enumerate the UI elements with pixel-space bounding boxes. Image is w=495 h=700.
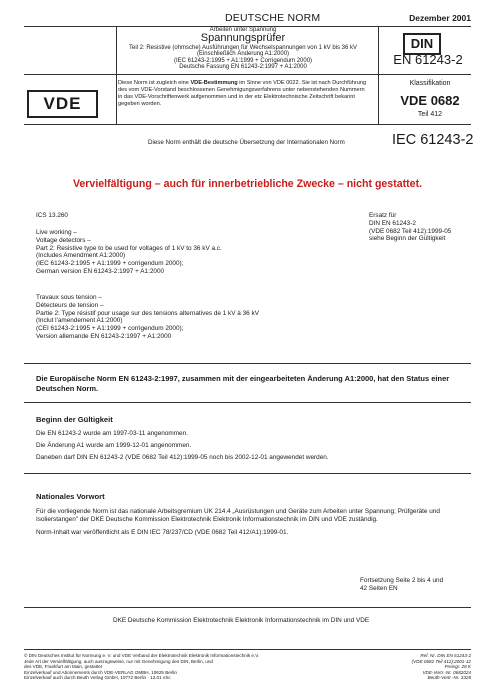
desc-line: (Einschließlich Änderung A1:2000) (196, 51, 290, 58)
vde-divider-right (378, 74, 379, 124)
footer-rule (24, 649, 471, 650)
french-line: Version allemande EN 61243-2:1997 + A1:2000 (36, 332, 172, 340)
fortsetzung-line: Fortsetzung Seite 2 bis 4 und (360, 577, 444, 584)
vorwort-title: Nationales Vorwort (36, 492, 105, 501)
din-logo: DIN (403, 33, 441, 55)
footer-line: © DIN Deutsches Institut für Normung e. V. und VDE Verband der Elektrotechnik Elektronik Informationstechnik e.V. (24, 653, 260, 658)
footer-ref-line: Beuth-Vertr.-Nr. 3328 (427, 675, 471, 681)
header-rule-bottom (24, 74, 471, 75)
beginn-line: Die Änderung A1 wurde am 1999-12-01 angenommen. (36, 442, 192, 449)
title-description (116, 45, 370, 71)
fortsetzung-note (360, 577, 470, 593)
klassifikation-label: Klassifikation (409, 80, 451, 87)
ersatz-line: siehe Beginn der Gültigkeit (369, 235, 446, 243)
french-line: Travaux sous tension – (36, 294, 102, 301)
section-rule-4 (24, 607, 471, 608)
english-line: (Includes Amendment A1:2000) (36, 252, 126, 260)
iec-number: IEC 61243-2 (392, 132, 474, 148)
vde-logo: VDE (27, 90, 98, 118)
french-line: Partie 2: Type résistif pour usage sur des tensions alternatives de 1 kV à 36 kV (36, 309, 259, 317)
footer-line: Einzelverkauf auch durch Beuth Verlag GmbH, 10772 Berlin · 12.01 vSc (24, 675, 171, 681)
vde-rule-bottom (24, 124, 471, 125)
desc-line: Deutsche Fassung EN 61243-2:1997 + A1:2000 (179, 64, 307, 71)
section-rule-3 (24, 473, 471, 474)
french-line: (Inclut l'amendement A1:2000) (36, 317, 123, 325)
english-line: German version EN 61243-2:1997 + A1:2000 (36, 267, 165, 275)
english-line: Voltage detectors – (36, 236, 91, 244)
din-number: EN 61243-2 (393, 52, 463, 67)
document-title: Spannungsprüfer (200, 32, 286, 44)
french-title-block (36, 294, 356, 341)
section-rule-2 (24, 402, 471, 403)
status-statement: Die Europäische Norm EN 61243-2:1997, zusammen mit der eingearbeiteten Änderung A1:2000, hat den Status einer Deutschen Norm. (36, 374, 450, 394)
vde-text-pre: Diese Norm ist zugleich eine (118, 80, 191, 86)
klassifikation-part: Teil 412 (417, 111, 443, 118)
klassifikation-value: VDE 0682 (400, 93, 460, 108)
english-line: Part 2: Resistive type to be used for voltages of 1 kV to 36 kV a.c. (36, 244, 222, 252)
footer-line: Jede Art der Vervielfältigung, auch auszugsweise, nur mit Genehmigung des DIN, Berlin, und (24, 658, 213, 664)
vorwort-paragraph: Für die vorliegende Norm ist das nationale Arbeitsgremium UK 214.4 „Ausrüstungen und Geräte zum Arbeiten unter Spannung; Prüfgeräte und Isolierstangen" der DKE Deutsche Kommission Elektrotechnik Elektronik Informationstechnik im DIN und VDE zuständig. (36, 508, 440, 523)
desc-line: Teil 2: Resistive (ohmsche) Ausführungen für Wechselspannungen von 1 kV bis 36 kV (128, 45, 357, 51)
beginn-line: Daneben darf DIN EN 61243-2 (VDE 0682 Teil 412):1999-05 noch bis 2002-12-01 angewendet werden. (36, 454, 329, 461)
vde-divider-left (116, 74, 117, 124)
ics-code: ICS 13.260 (36, 212, 68, 219)
english-line: Live working – (36, 229, 77, 236)
ersatz-line: (VDE 0682 Teil 412):1999-05 (369, 227, 452, 235)
vde-text-bold: VDE-Bestimmung (190, 80, 238, 86)
ersatz-block (369, 212, 489, 243)
dke-line: DKE Deutsche Kommission Elektrotechnik Elektronik Informationstechnik im DIN und VDE (113, 617, 370, 624)
footer-ref-line: (VDE 0682 Teil 412):2001-12 (411, 658, 471, 664)
beginn-line: Die EN 61243-2 wurde am 1997-03-11 angenommen. (36, 430, 188, 437)
reference-footer (321, 653, 471, 681)
ersatz-line: DIN EN 61243-2 (369, 219, 416, 227)
footer-ref-line: Preisgr. 28 K (444, 664, 471, 670)
publication-date: Dezember 2001 (409, 13, 471, 23)
footer-ref-line: Ref. Nr. DIN EN 61243-2 (420, 653, 471, 658)
subject-line: Arbeiten unter Spannung (209, 27, 277, 33)
french-line: (CEI 61243-2:1995 + A1:1999 + corrigendum 2000); (36, 325, 184, 333)
desc-line: (IEC 61243-2:1995 + A1:1999 + Corrigendum 2000) (173, 57, 313, 64)
footer-line: Einzelverkauf und Abonnements durch VDE-VERLAG GMBH, 10625 Berlin (24, 669, 177, 675)
english-title-block (36, 229, 356, 276)
vde-statement (118, 80, 370, 108)
copy-warning: Vervielfältigung – auch für innerbetriebliche Zwecke – nicht gestattet. (72, 178, 423, 190)
footer-ref-line: VDE-Vertr.-Nr. 0682024 (422, 669, 471, 675)
section-rule-1 (24, 363, 471, 364)
vde-text-post: im Sinne von VDE 0022. Sie ist nach Durchführung des vom VDE-Vorstand beschlossenen Genehmigungsverfahrens unter nebenstehenden Nummern in das VDE-Vorschriftenwerk aufgenommen und in der etz Elektrotechnische Zeitschrift bekannt gegeben worden. (118, 80, 367, 107)
iec-translation-note: Diese Norm enthält die deutsche Übersetzung der Internationalen Norm (148, 139, 345, 146)
english-line: (IEC 61243-2:1995 + A1:1999 + corrigendum 2000); (36, 260, 184, 268)
footer-line: des VDE, Frankfurt am Main, gestattet (24, 664, 103, 670)
ersatz-line: Ersatz für (369, 212, 397, 219)
beginn-title: Beginn der Gültigkeit (36, 415, 113, 424)
french-line: Détecteurs de tension – (36, 301, 104, 309)
vorwort-inhalt: Norm-Inhalt war veröffentlicht als E DIN IEC 78/237/CD (VDE 0682 Teil 412/A1):1999-01. (36, 529, 289, 536)
fortsetzung-line: 42 Seiten EN (360, 584, 398, 592)
copyright-footer (24, 653, 344, 681)
norm-label: DEUTSCHE NORM (225, 12, 321, 24)
